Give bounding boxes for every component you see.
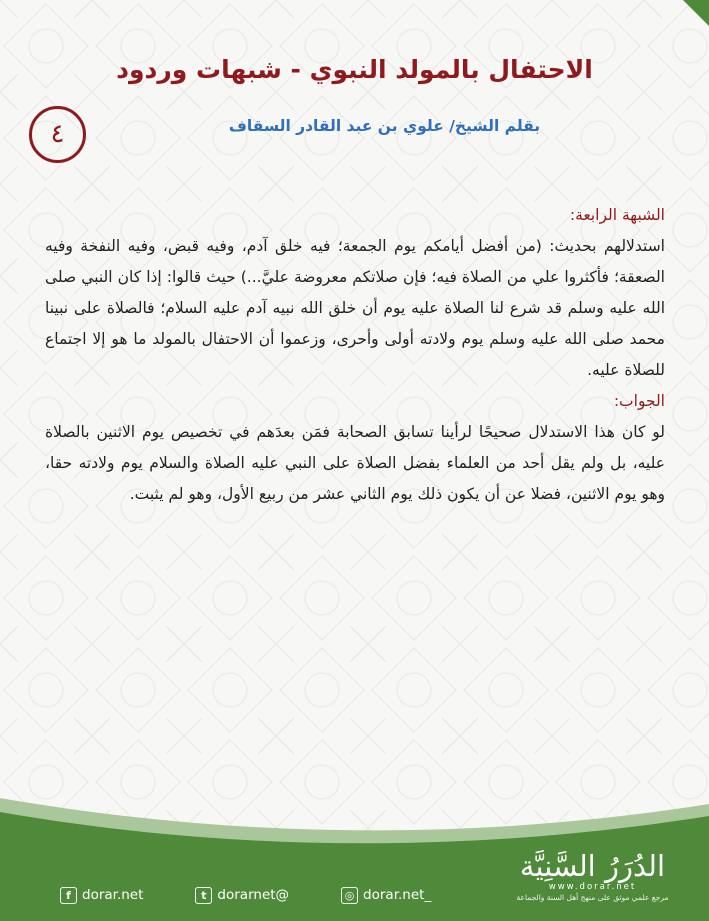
logo-tagline: مرجع علمي موثق على منهج أهل السنة والجماعة [516, 893, 669, 902]
article-body [45, 200, 665, 510]
author-byline: بقلم الشيخ/ علوي بن عبد القادر السقاف [228, 117, 541, 135]
site-logo [500, 850, 685, 903]
facebook-link[interactable] [60, 887, 143, 904]
logo-url: www.dorar.net [548, 882, 637, 892]
answer-heading: الجواب: [613, 392, 665, 410]
instagram-handle: dorar.net_ [363, 887, 432, 903]
objection-paragraph: استدلالهم بحديث: (من أفضل أيامكم يوم الجمعة؛ فيه خلق آدم، وفيه قبض، وفيه النفخة وفيه الصعقة؛ فأكثروا علي من الصلاة فيه؛ فإن صلاتكم معروضة عليَّ...) حيث قالوا: إذا كان النبي صلى الله عليه وسلم قد شرع لنا الصلاة عليه يوم أن خلق الله نبيه آدم عليه السلام؛ فالصلاة على نبينا محمد صلى الله عليه وسلم يوم ولادته أولى وأحرى، وزعموا أن الاحتفال بالمولد ما هو إلا اجتماع للصلاة عليه. [45, 237, 665, 379]
social-links [60, 884, 431, 906]
corner-decoration [683, 0, 709, 26]
answer-paragraph: لو كان هذا الاستدلال صحيحًا لرأينا تسابق الصحابة فمَن بعدَهم في تخصيص يوم الاثنين بالصلاة عليه، بل ولم يقل أحد من العلماء بفضل الصلاة على النبي عليه الصلاة والسلام يوم ولادته حقا، وهو يوم الاثنين، فضلا عن أن يكون ذلك يوم الثاني عشر من ربيع الأول، وهو لم يثبت. [45, 423, 665, 503]
page-title: الاحتفال بالمولد النبوي - شبهات وردود [116, 55, 593, 84]
instagram-link[interactable] [341, 887, 431, 904]
objection-heading: الشبهة الرابعة: [569, 206, 665, 224]
twitter-handle: dorarnet@ [217, 887, 290, 903]
facebook-icon: f [60, 887, 77, 904]
part-number-badge: ٤ [29, 106, 86, 163]
instagram-icon: ◎ [341, 887, 358, 904]
twitter-link[interactable] [195, 887, 289, 904]
twitter-icon: t [195, 887, 212, 904]
logo-text: الدُرَرُ السَّنِيَّة [519, 849, 666, 883]
facebook-handle: dorar.net [82, 887, 144, 903]
